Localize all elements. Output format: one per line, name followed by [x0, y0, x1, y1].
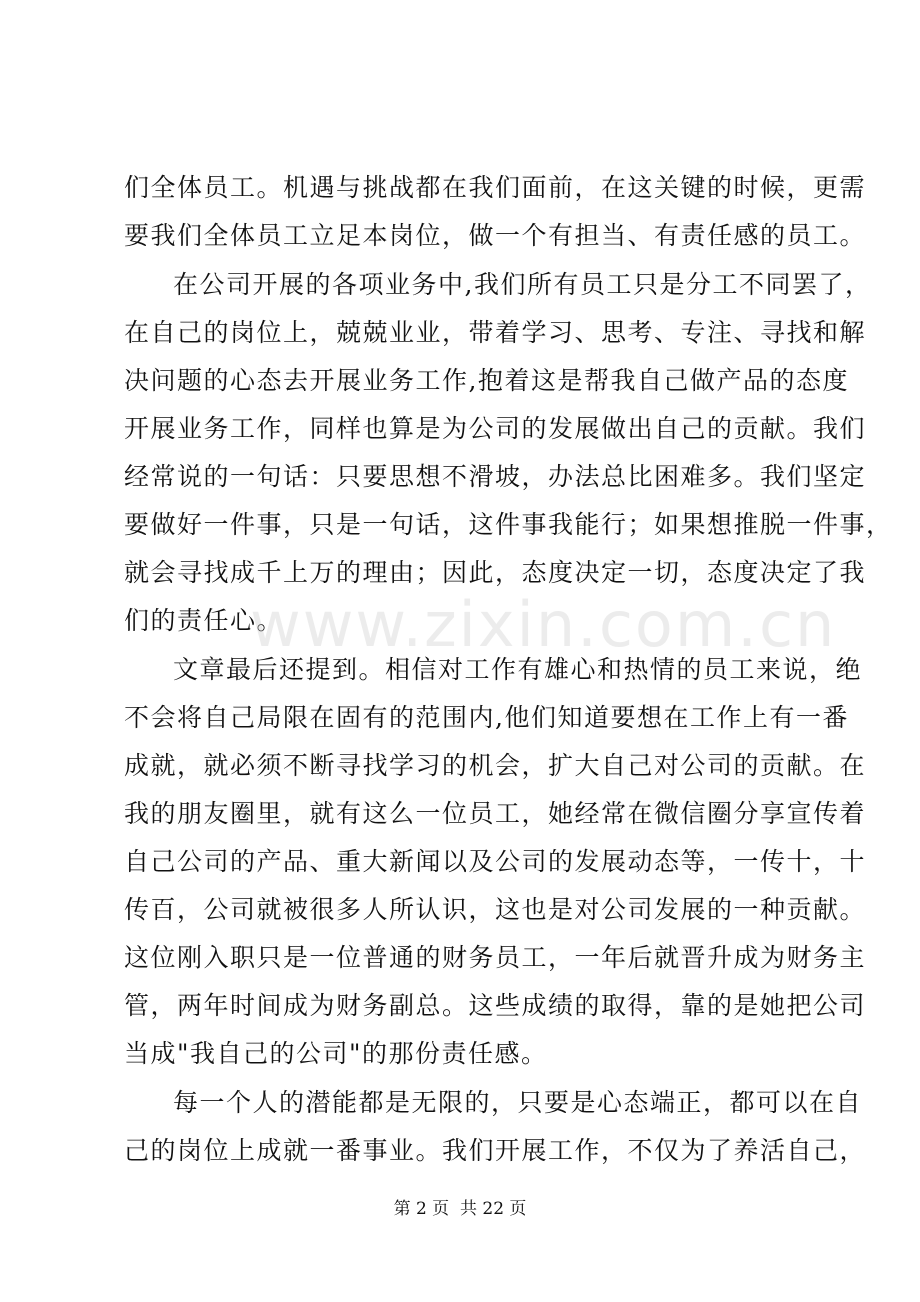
paragraph-start-line: 文章最后还提到。相信对工作有雄心和热情的员工来说，绝: [173, 655, 863, 684]
page-number-footer: 第 2 页 共 22 页: [393, 1199, 527, 1219]
text-line: 不会将自己局限在固有的范围内,他们知道要想在工作上有一番: [124, 703, 849, 732]
text-line: 当成"我自己的公司"的那份责任感。: [124, 1039, 548, 1068]
text-line: 传百，公司就被很多人所认识，这也是对公司发展的一种贡献。: [124, 895, 867, 924]
text-line: 我的朋友圈里，就有这么一位员工，她经常在微信圈分享宣传着: [124, 799, 867, 828]
text-line: 在自己的岗位上，兢兢业业，带着学习、思考、专注、寻找和解: [124, 318, 867, 347]
text-line: 要我们全体员工立足本岗位，做一个有担当、有责任感的员工。: [124, 221, 867, 250]
watermark: www.zixin.com.cn: [250, 588, 837, 661]
text-line: 开展业务工作，同样也算是为公司的发展做出自己的贡献。我们: [124, 414, 867, 443]
text-line: 这位刚入职只是一位普通的财务员工，一年后就晋升成为财务主: [124, 943, 867, 972]
paragraph-start-line: 每一个人的潜能都是无限的，只要是心态端正，都可以在自: [173, 1088, 863, 1117]
text-line: 经常说的一句话：只要思想不滑坡，办法总比困难多。我们坚定: [124, 462, 867, 491]
text-line: 们全体员工。机遇与挑战都在我们面前，在这关键的时候，更需: [124, 173, 867, 202]
paragraph-start-line: 在公司开展的各项业务中,我们所有员工只是分工不同罢了，: [173, 270, 872, 299]
text-line: 己的岗位上成就一番事业。我们开展工作，不仅为了养活自己，: [124, 1136, 867, 1165]
text-line: 成就，就必须不断寻找学习的机会，扩大自己对公司的贡献。在: [124, 751, 867, 780]
text-line: 要做好一件事，只是一句话，这件事我能行；如果想推脱一件事，: [124, 510, 893, 539]
text-line: 决问题的心态去开展业务工作,抱着这是帮我自己做产品的态度: [124, 366, 849, 395]
text-line: 管，两年时间成为财务副总。这些成绩的取得，靠的是她把公司: [124, 991, 867, 1020]
text-line: 自己公司的产品、重大新闻以及公司的发展动态等，一传十，十: [124, 847, 867, 876]
text-line: 就会寻找成千上万的理由；因此，态度决定一切，态度决定了我: [124, 558, 867, 587]
text-line: 们的责任心。: [124, 606, 284, 635]
